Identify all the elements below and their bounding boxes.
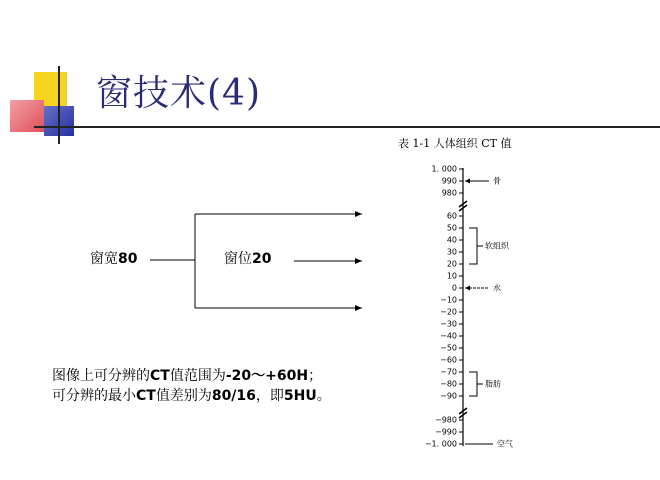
- bone-label: 骨: [493, 176, 501, 186]
- explanation-line-2: [52, 386, 331, 406]
- scale-mid-6-label: 0: [451, 283, 457, 293]
- scale-mid-7-label: −10: [440, 295, 457, 305]
- line2-part5: ，即: [255, 388, 284, 404]
- scale-mid-15-label: −90: [440, 391, 457, 401]
- fat-bracket: [469, 372, 477, 396]
- air-label: 空气: [497, 439, 513, 449]
- line2-part2: CT: [136, 388, 156, 404]
- explanation-line-1: [52, 366, 331, 386]
- bone-marker-arrow: [465, 179, 470, 184]
- window-width-label: [90, 249, 137, 269]
- line1-part4: -20～+60H: [225, 368, 309, 384]
- scale-mid-12-label: −60: [440, 355, 457, 365]
- line1-part5: ；: [308, 368, 323, 384]
- window-width-value: 80: [118, 251, 138, 267]
- scale-mid-5-label: 10: [446, 271, 457, 281]
- scale-mid-14-label: −80: [440, 379, 457, 389]
- line2-part1: 可分辨的最小: [52, 388, 136, 404]
- window-level-value: 20: [252, 251, 272, 267]
- scale-mid-2-label: 40: [446, 235, 457, 245]
- line2-part6: 5HU: [283, 388, 317, 404]
- scale-mid-4-label: 20: [446, 259, 457, 269]
- scale-mid-13-label: −70: [440, 367, 457, 377]
- window-width-prefix: 窗宽: [90, 251, 118, 267]
- scale-bottom-1-label: −990: [435, 427, 457, 437]
- scale-mid-3-label: 30: [446, 247, 457, 257]
- window-level-prefix: 窗位: [224, 251, 252, 267]
- explanation-text: [52, 366, 331, 406]
- line1-part1: 图像上可分辨的: [52, 368, 150, 384]
- water-marker-arrow: [465, 286, 470, 291]
- scale-mid-8-label: −20: [440, 307, 457, 317]
- slide-title: 窗技术(4): [96, 73, 261, 114]
- scale-bottom-2-label: −1. 000: [424, 439, 457, 449]
- water-label: 水: [493, 283, 501, 293]
- scale-mid-9-label: −30: [440, 319, 457, 329]
- ct-value-scale: [400, 160, 560, 460]
- fat-label: 脂肪: [485, 379, 501, 389]
- soft-tissue-bracket: [469, 228, 477, 264]
- soft-tissue-label: 软组织: [485, 241, 509, 251]
- scale-mid-11-label: −50: [440, 343, 457, 353]
- line1-part2: CT: [150, 368, 170, 384]
- line1-part3: 值范围为: [169, 368, 226, 384]
- scale-mid-0-label: 60: [446, 211, 457, 221]
- scale-mid-10-label: −40: [440, 331, 457, 341]
- scale-bottom-0-label: −980: [435, 415, 457, 425]
- line2-part7: 。: [316, 388, 331, 404]
- scale-mid-1-label: 50: [446, 223, 457, 233]
- line2-part3: 值差别为: [155, 388, 212, 404]
- table-caption: 表 1-1 人体组织 CT 值: [398, 137, 512, 150]
- scale-top-1-label: 990: [441, 176, 457, 186]
- window-level-label: [224, 249, 271, 269]
- line2-part4: 80/16: [211, 388, 256, 404]
- scale-top-0-label: 1. 000: [431, 164, 457, 174]
- scale-top-2-label: 980: [441, 188, 457, 198]
